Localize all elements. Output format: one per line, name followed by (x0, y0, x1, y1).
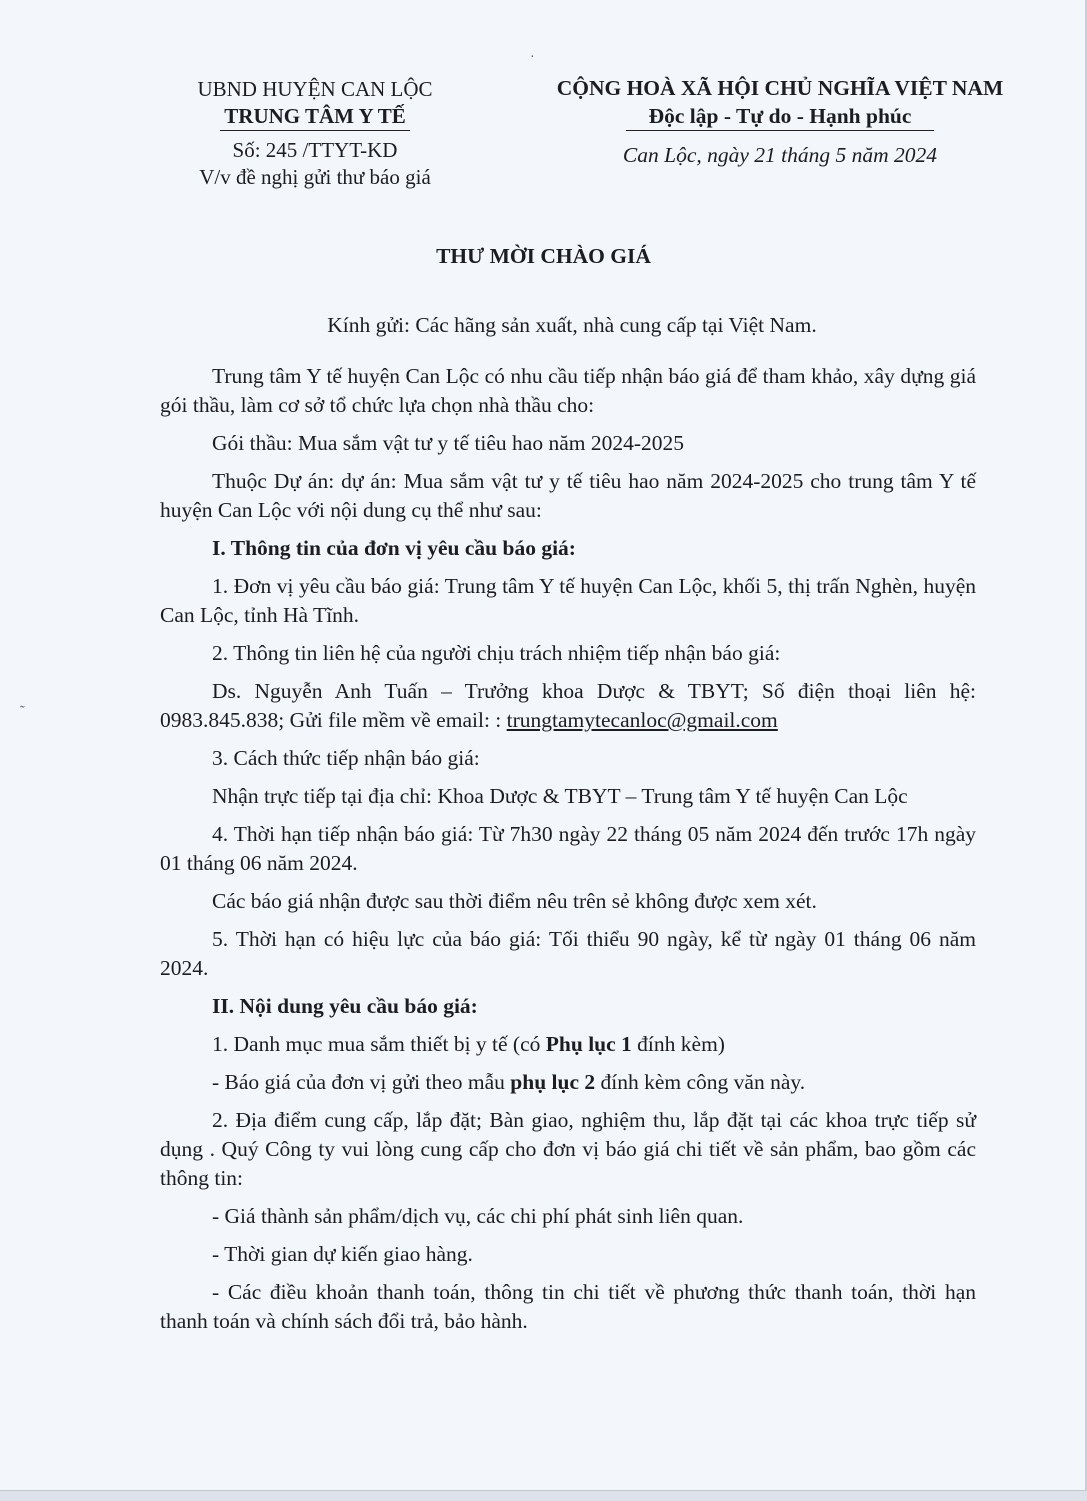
section-2-title: II. Nội dung yêu cầu báo giá: (212, 994, 478, 1018)
item-4: 4. Thời hạn tiếp nhận báo giá: Từ 7h30 ngày 22 tháng 05 năm 2024 đến trước 17h ngày 01 tháng 06 năm 2024. (160, 822, 976, 875)
document-title: THƯ MỜI CHÀO GIÁ (436, 244, 651, 268)
document-body (160, 362, 976, 1345)
section-1-title: I. Thông tin của đơn vị yêu cầu báo giá: (212, 536, 576, 560)
requirement-1b (160, 1068, 976, 1097)
item-5: 5. Thời hạn có hiệu lực của báo giá: Tối thiểu 90 ngày, kể từ ngày 01 tháng 06 năm 2024. (160, 927, 976, 980)
authority-name: UBND HUYỆN CAN LỘC (197, 77, 433, 101)
project-paragraph: Thuộc Dự án: dự án: Mua sắm vật tư y tế tiêu hao năm 2024-2025 cho trung tâm Y tế huyện Can Lộc với nội dung cụ thể như sau: (160, 469, 976, 522)
header-divider-right (626, 130, 934, 131)
appendix-1-label: Phụ lục 1 (545, 1032, 632, 1056)
package-paragraph: Gói thầu: Mua sắm vật tư y tế tiêu hao năm 2024-2025 (212, 431, 685, 455)
country-name: CỘNG HOÀ XÃ HỘI CHỦ NGHĨA VIỆT NAM (556, 76, 1004, 100)
organization-name: TRUNG TÂM Y TẾ (224, 104, 406, 128)
scan-mark-dot: · (530, 50, 535, 65)
requirement-1-text: 1. Danh mục mua sắm thiết bị y tế (có (212, 1032, 546, 1056)
item-3: 3. Cách thức tiếp nhận báo giá: (212, 746, 480, 770)
receive-paragraph: Nhận trực tiếp tại địa chỉ: Khoa Dược & TBYT – Trung tâm Y tế huyện Can Lộc (212, 784, 908, 808)
item-2: 2. Thông tin liên hệ của người chịu trách nhiệm tiếp nhận báo giá: (212, 641, 781, 665)
national-header (525, 74, 1035, 169)
requirement-1 (160, 1030, 976, 1059)
greeting-line: Kính gửi: Các hãng sản xuất, nhà cung cấp tại Việt Nam. (327, 313, 817, 337)
place-date: Can Lộc, ngày 21 tháng 5 năm 2024 (622, 143, 938, 167)
document-subject: V/v đề nghị gửi thư báo giá (199, 165, 431, 189)
requirement-1b-tail: đính kèm công văn này. (595, 1070, 806, 1094)
document-number: Số: 245 /TTYT-KD (232, 138, 398, 162)
bullet-payment: - Các điều khoản thanh toán, thông tin chi tiết về phương thức thanh toán, thời hạn thanh toán và chính sách đổi trả, bảo hành. (160, 1280, 976, 1333)
header-divider-left (220, 130, 410, 131)
late-notice: Các báo giá nhận được sau thời điểm nêu trên sẻ không được xem xét. (212, 889, 817, 913)
scan-mark-tick: ˜ (20, 704, 25, 719)
contact-paragraph (160, 677, 976, 735)
requirement-1b-text: - Báo giá của đơn vị gửi theo mẫu (212, 1070, 511, 1094)
bullet-price: - Giá thành sản phẩm/dịch vụ, các chi phí phát sinh liên quan. (212, 1204, 744, 1228)
national-motto: Độc lập - Tự do - Hạnh phúc (648, 104, 912, 128)
item-1: 1. Đơn vị yêu cầu báo giá: Trung tâm Y tế huyện Can Lộc, khối 5, thị trấn Nghèn, huyện Can Lộc, tỉnh Hà Tĩnh. (160, 574, 976, 627)
appendix-2-label: phụ lục 2 (510, 1070, 596, 1094)
sender-header (160, 76, 470, 191)
email-link[interactable]: trungtamytecanloc@gmail.com (506, 708, 778, 732)
requirement-1-tail: đính kèm) (631, 1032, 725, 1056)
intro-paragraph: Trung tâm Y tế huyện Can Lộc có nhu cầu tiếp nhận báo giá để tham khảo, xây dựng giá gói thầu, làm cơ sở tổ chức lựa chọn nhà thầu cho: (160, 364, 976, 417)
bullet-delivery: - Thời gian dự kiến giao hàng. (212, 1242, 473, 1266)
requirement-2: 2. Địa điểm cung cấp, lắp đặt; Bàn giao, nghiệm thu, lắp đặt tại các khoa trực tiếp sử dụng . Quý Công ty vui lòng cung cấp cho đơn vị báo giá chi tiết về sản phẩm, bao gồm các thông tin: (160, 1108, 976, 1190)
contact-text: Ds. Nguyễn Anh Tuấn – Trưởng khoa Dược & TBYT; Số điện thoại liên hệ: 0983.845.838; Gửi file mềm về email: : (160, 679, 976, 732)
page-bottom-edge (0, 1490, 1087, 1501)
